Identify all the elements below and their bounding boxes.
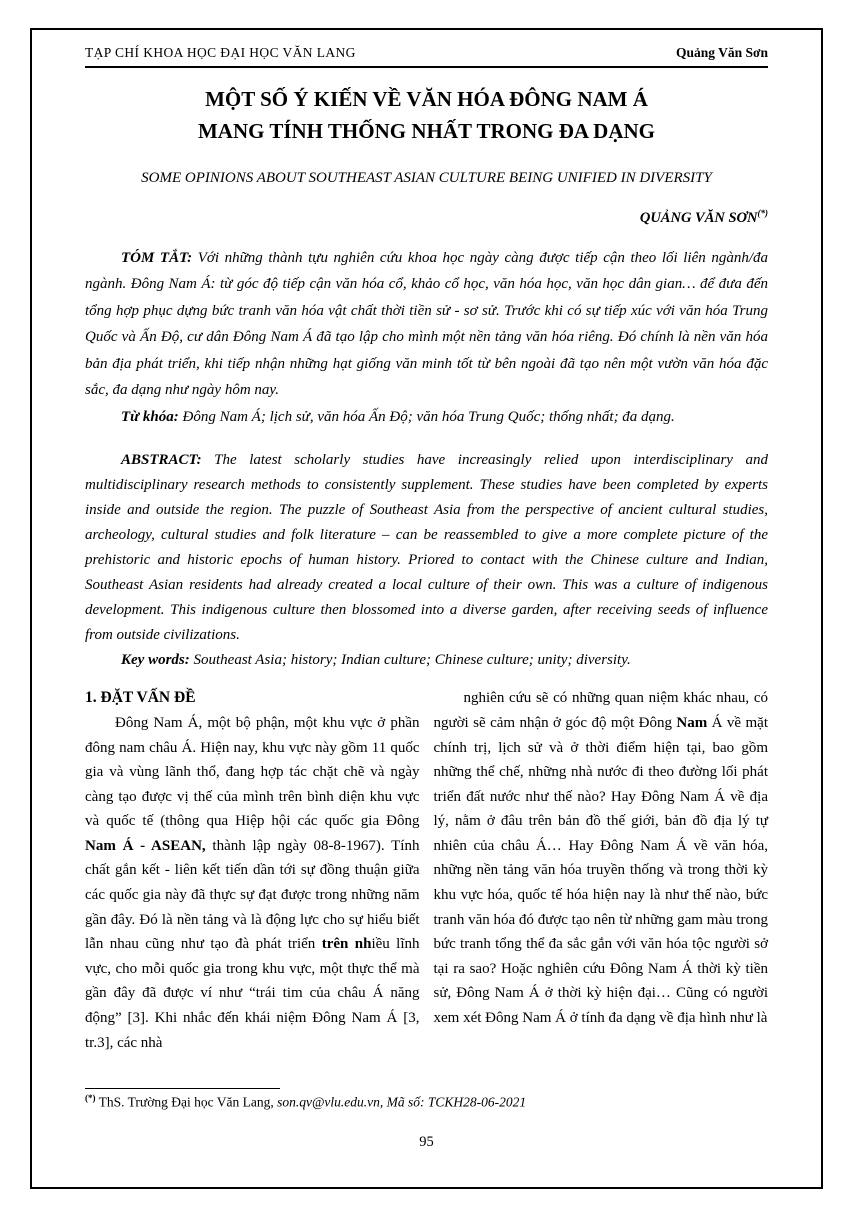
right-column	[434, 686, 769, 1055]
left-col-seg5: iều lĩnh vực, cho mỗi quốc gia trong khu vực, một thực thể mà gần đây đã được ví như “trái tim của châu Á năng động” [3]. Khi nhắc đến khái niệm Đông Nam Á [3, tr.3], các nhà	[85, 936, 420, 1051]
body-columns	[85, 686, 768, 1055]
right-col-seg3: Á về mặt chính trị, lịch sử và ở thời điểm hiện tại, bao gồm những thể chế, những nhà nước đi theo đường lối phát triển đất nước như thế nào? Hay Đông Nam Á về địa lý, nằm ở đâu trên bản đồ thế giới, bản đồ địa lý tự nhiên của châu Á… Hay Đông Nam Á về văn hóa, những nền tảng văn hóa truyền thống và trong thời kỳ khu vực hóa, quốc tế hóa hiện nay là như thế nào, bức tranh văn hóa đó được tạo nên từ những gam màu trong bức tranh tổng thể đa sắc gắn với văn hóa tộc người sở tại ra sao? Hoặc nghiên cứu Đông Nam Á thời kỳ tiền sử, Đông Nam Á ở thời kỳ hiện đại… Cũng có người xem xét Đông Nam Á ở tính đa dạng về địa hình như là	[433, 714, 768, 1027]
page-content	[32, 30, 821, 1055]
abstract-en-label: ABSTRACT:	[121, 452, 202, 469]
footnote-affiliation: ThS. Trường Đại học Văn Lang,	[95, 1094, 278, 1110]
section-heading: 1. ĐẶT VẤN ĐỀ	[85, 689, 196, 707]
left-col-seg3: thành lập ngày 08-8-1967). Tính chất gắn kết - liên kết tiến dần tới sự đồng thuận giữa các quốc gia này đã thực sự đạt được trong những năm gần đây. Đó là nền tảng và là động lực cho sự hiểu biết lẫn nhau cũng như tạo đà phát triển	[85, 837, 420, 953]
article-title-en: SOME OPINIONS ABOUT SOUTHEAST ASIAN CULTURE BEING UNIFIED IN DIVERSITY	[141, 170, 712, 186]
keywords-vi-text: Đông Nam Á; lịch sử, văn hóa Ấn Độ; văn hóa Trung Quốc; thống nhất; đa dạng.	[178, 408, 675, 425]
footnote-id: , Mã số: TCKH28-06-2021	[379, 1094, 527, 1110]
left-column	[85, 686, 420, 1055]
abstract-vi-text: Với những thành tựu nghiên cứu khoa học ngày càng được tiếp cận theo lối liên ngành/đa ngành. Đông Nam Á: từ góc độ tiếp cận văn hóa cổ, khảo cổ học, văn hóa học, văn học dân gian… để đưa đến tổng hợp phục dựng bức tranh văn hóa vật chất thời tiền sử - sơ sử. Trước khi có sự tiếp xúc với văn hóa Trung Quốc và Ấn Độ, cư dân Đông Nam Á đã tạo lập cho mình một nền tảng văn hóa riêng. Đó chính là nền văn hóa bản địa phát triển, khi tiếp nhận những hạt giống văn minh tốt từ bên ngoài đã tạo nên một vườn văn hóa đặc sắc, đa dạng như ngày hôm nay.	[85, 249, 768, 399]
title-line-2: MANG TÍNH THỐNG NHẤT TRONG ĐA DẠNG	[197, 118, 655, 143]
keywords-vi-label: Từ khóa:	[121, 408, 179, 425]
abstract-vi	[85, 245, 768, 404]
footnote-email: son.qv@vlu.edu.vn	[277, 1094, 380, 1110]
page-border-frame	[30, 28, 823, 1189]
page-header	[85, 45, 768, 61]
left-col-seg2-bold: Nam Á - ASEAN,	[85, 837, 206, 854]
footnote	[85, 1093, 768, 1111]
article-title-vi	[85, 84, 768, 147]
keywords-en	[85, 648, 768, 673]
keywords-en-text: Southeast Asia; history; Indian culture; Chinese culture; unity; diversity.	[189, 652, 631, 669]
author-line	[85, 208, 768, 227]
title-line-1: MỘT SỐ Ý KIẾN VỀ VĂN HÓA ĐÔNG NAM Á	[205, 87, 648, 111]
abstract-en-text: The latest scholarly studies have increasingly relied upon interdisciplinary and multidisciplinary research methods to consistently supplement. These studies have been completed by experts inside and outside the region. The puzzle of Southeast Asia from the perspective of ancient cultural studies, archeology, cultural studies and folk literature – can be reassembled to give a more complete picture of the prehistoric and historic epochs of human history. Priored to contact with the Chinese culture and Indian, Southeast Asian residents had already created a local culture of their own. This was a culture of indigenous development. This indigenous culture then blossomed into a diverse garden, after receiving seeds of influence from outside civilizations.	[85, 452, 768, 644]
footnote-area	[85, 1088, 768, 1111]
left-column-paragraph	[85, 711, 420, 1055]
abstract-vi-label: TÓM TẮT:	[121, 249, 193, 266]
abstract-en	[85, 448, 768, 648]
keywords-en-label: Key words:	[121, 652, 190, 669]
running-head-author: Quảng Văn Sơn	[675, 45, 768, 60]
page-number: 95	[419, 1134, 434, 1150]
right-col-seg2-bold: Nam	[676, 714, 708, 731]
keywords-vi	[85, 404, 768, 431]
left-col-seg4-bold: trên nh	[321, 936, 372, 953]
right-column-paragraph	[434, 686, 769, 1030]
footnote-rule	[85, 1088, 280, 1089]
header-rule	[85, 66, 768, 68]
footnote-marker: (*)	[85, 1093, 96, 1103]
author-name: QUẢNG VĂN SƠN	[639, 209, 758, 226]
author-footnote-marker: (*)	[757, 208, 768, 218]
left-col-seg1: Đông Nam Á, một bộ phận, một khu vực ở phần đông nam châu Á. Hiện nay, khu vực này gồm 11 quốc gia và vùng lãnh thổ, đang hợp tác chặt chẽ và ngày càng tạo được vị thế của mình trên bình diện khu vực và quốc tế (thông qua Hiệp hội các quốc gia Đông	[85, 714, 420, 830]
journal-name: TẠP CHÍ KHOA HỌC ĐẠI HỌC VĂN LANG	[85, 45, 356, 60]
right-col-seg1: nghiên cứu sẽ có những quan niệm khác nhau, có người sẽ cảm nhận ở góc độ một Đông	[433, 690, 768, 731]
